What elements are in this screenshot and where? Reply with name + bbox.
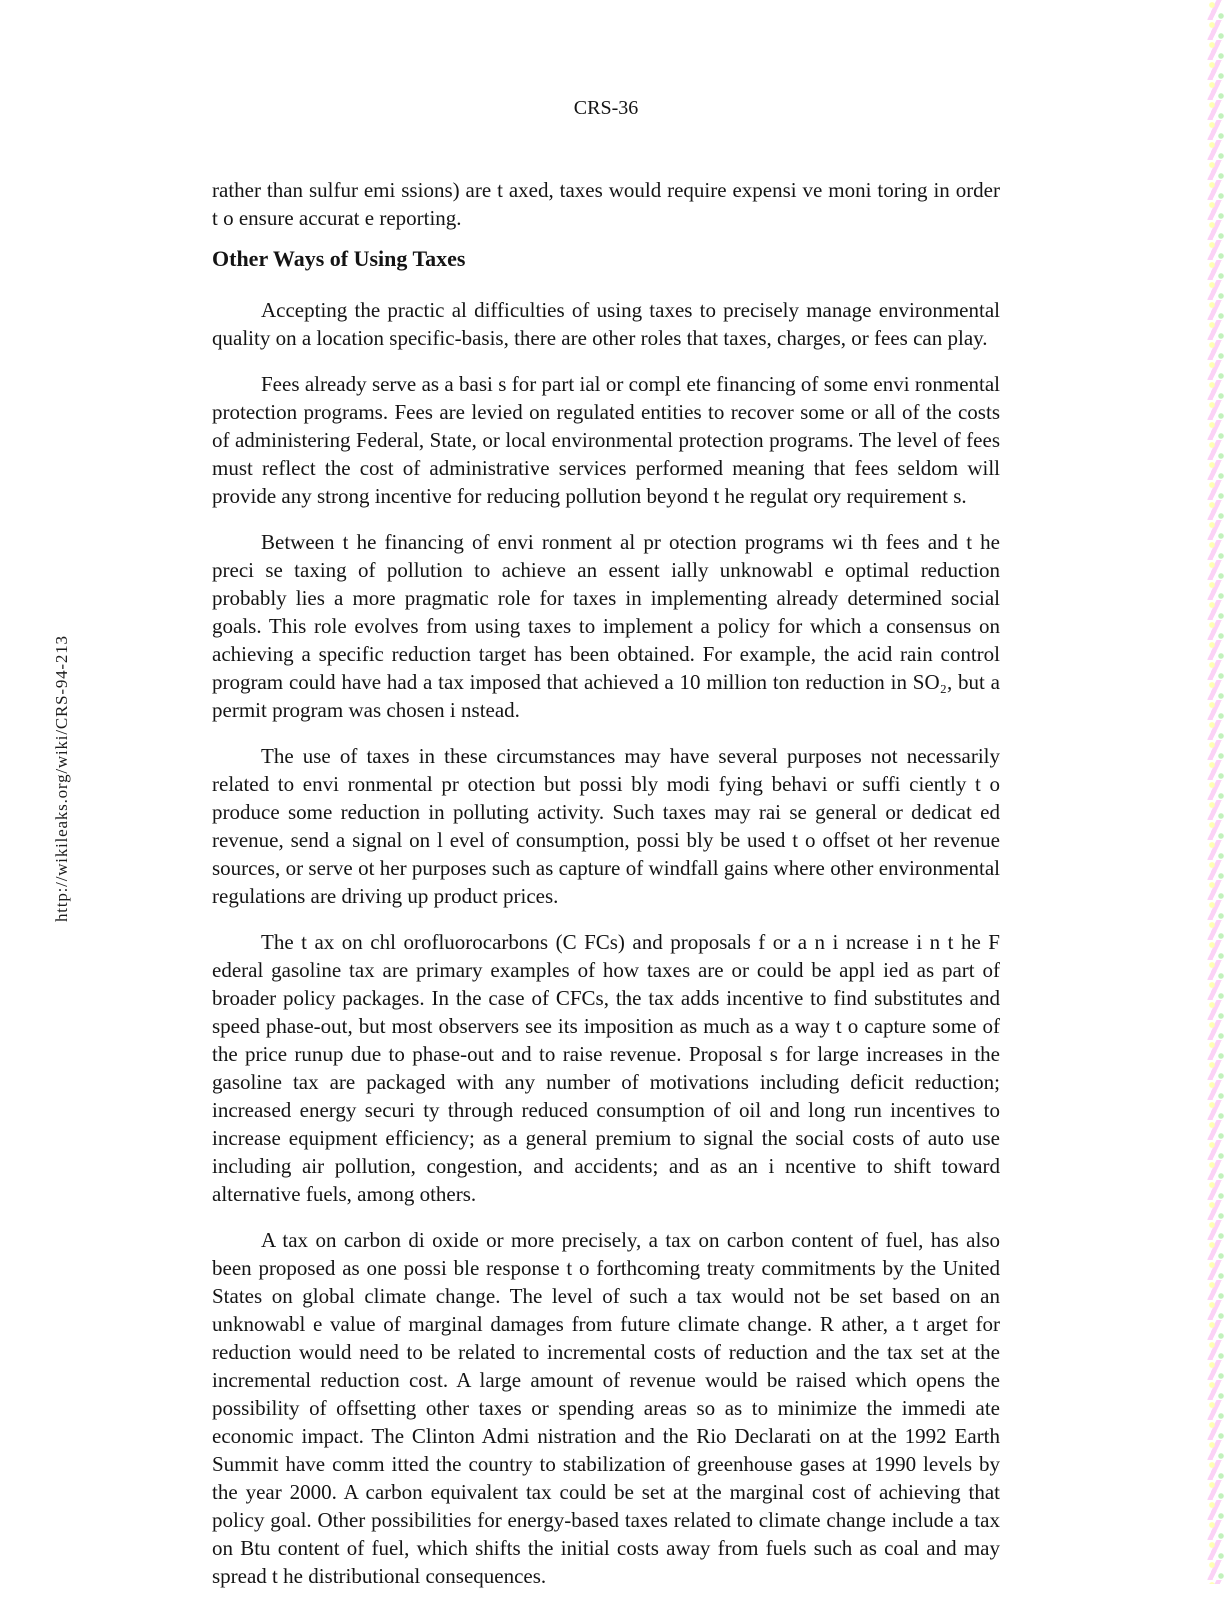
scan-edge-artifact-pattern	[1207, 0, 1224, 1584]
paragraph-use-of-taxes-purposes: The use of taxes in these circumstances may have several purposes not necessarily related to envi ronmental pr otection but possi bly modi fying behavi or suffi ciently t o produce some reduction in polluting activity. Such taxes may rai se general or dedicat ed revenue, send a signal on l evel of consumption, possi bly be used t o offset ot her revenue sources, or serve ot her purposes such as capture of windfall gains where other environmental regulations are driving up product prices.	[212, 744, 1000, 908]
section-heading: Other Ways of Using Taxes	[212, 246, 466, 271]
page-content	[212, 0, 1000, 1608]
paragraph-fees-financing: Fees already serve as a basi s for part ial or compl ete financing of some envi ronmental protection programs. Fees are levied on regulated entities to recover some or all of the costs of administering Federal, State, or local environmental protection programs. The level of fees must reflect the cost of administrative services performed meaning that fees seldom will provide any strong incentive for reducing pollution beyond t he regulat ory requirement s.	[212, 372, 1000, 508]
paragraph-cfc-and-gasoline-tax: The t ax on chl orofluorocarbons (C FCs) and proposals f or a n i ncrease i n t he F ederal gasoline tax are primary examples of how taxes are or could be appl ied as part of broader policy packages. In the case of CFCs, the tax adds incentive to find substitutes and speed phase-out, but most observers see its imposition as much as a way t o capture some of the price runup due to phase-out and to raise revenue. Proposal s for large increases in the gasoline tax are packaged with any number of motivations including deficit reduction; increased energy securi ty through reduced consumption of oil and long run incentives to increase equipment efficiency; as a general premium to signal the social costs of auto use including air pollution, congestion, and accidents; and as an i ncentive to shift toward alternative fuels, among others.	[212, 930, 1000, 1206]
continuation-paragraph: rather than sulfur emi ssions) are t axed, taxes would require expensi ve moni toring in order t o ensure accurat e reporting.	[212, 178, 1000, 230]
page-number-header: CRS-36	[573, 97, 639, 119]
paragraph-accepting-practical-difficulties: Accepting the practic al difficulties of using taxes to precisely manage environmental quality on a location specific-basis, there are other roles that taxes, charges, or fees can play.	[212, 298, 1000, 350]
paragraph-carbon-tax: A tax on carbon di oxide or more precisely, a tax on carbon content of fuel, has also been proposed as one possi ble response t o forthcoming treaty commitments by the United States on global climate change. The level of such a tax would not be set based on an unknowabl e value of marginal damages from future climate change. R ather, a t arget for reduction would need to be related to incremental costs of reduction and the tax set at the incremental reduction cost. A large amount of revenue would be raised which opens the possibility of offsetting other taxes or spending areas so as to minimize the immedi ate economic impact. The Clinton Admi nistration and the Rio Declarati on at the 1992 Earth Summit have comm itted the country to stabilization of greenhouse gases at 1990 levels by the year 2000. A carbon equivalent tax could be set at the marginal cost of achieving that policy goal. Other possibilities for energy-based taxes related to climate change include a tax on Btu content of fuel, which shifts the initial costs away from fuels such as coal and may spread t he distributional consequences.	[212, 1228, 1000, 1588]
wikileaks-url-watermark: http://wikileaks.org/wiki/CRS-94-213	[52, 635, 71, 922]
paragraph-between-financing-and-taxing: Between t he financing of envi ronment al pr otection programs wi th fees and t he preci se taxing of pollution to achieve an essent ially unknowabl e optimal reduction probably lies a more pragmatic role for taxes in implementing already determined social goals. This role evolves from using taxes to implement a policy for which a consensus on achieving a specific reduction target has been obtained. For example, the acid rain control program could have had a tax imposed that achieved a 10 million ton reduction in SO₂, but a permit program was chosen i nstead.	[212, 530, 1000, 722]
